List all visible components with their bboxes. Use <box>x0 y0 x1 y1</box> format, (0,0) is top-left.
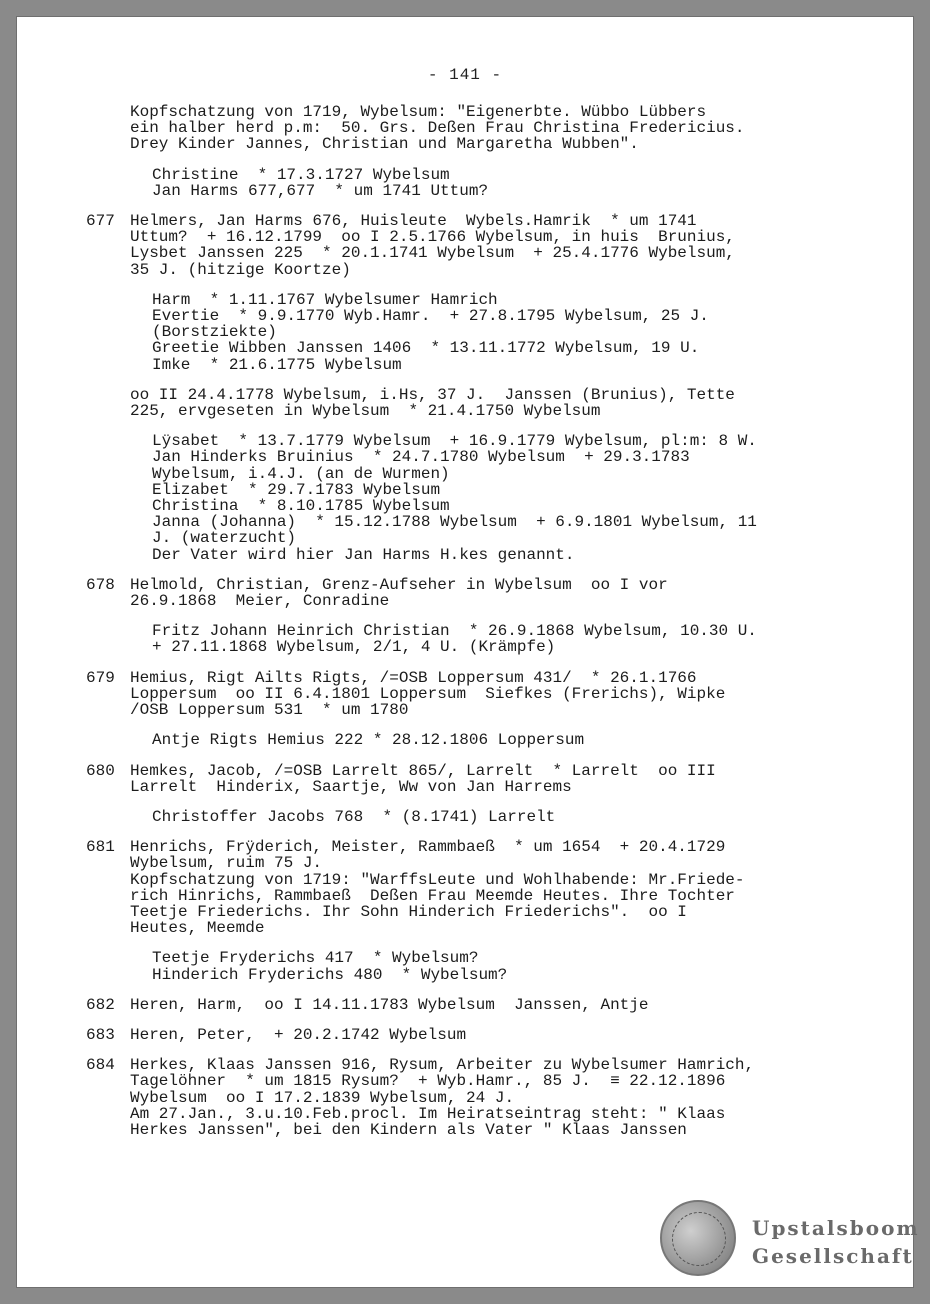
society-logo <box>752 1214 920 1270</box>
children-list <box>152 950 840 982</box>
entry-line: Heren, Harm, oo I 14.11.1783 Wybelsum Janssen, Antje <box>130 995 649 1014</box>
seal-ring <box>672 1212 726 1266</box>
entry-line: Lysbet Janssen 225 * 20.1.1741 Wybelsum + 25.4.1776 Wybelsum, <box>130 244 735 263</box>
child-line: Christine * 17.3.1727 Wybelsum <box>152 165 450 184</box>
entry-682 <box>86 995 840 1014</box>
child-line: Wybelsum, i.4.J. (an de Wurmen) <box>152 464 450 483</box>
entry-number: 682 <box>86 995 115 1014</box>
child-line: Teetje Fryderichs 417 * Wybelsum? <box>152 949 479 968</box>
entry-line: Teetje Friederichs. Ihr Sohn Hinderich Friederichs". oo I <box>130 902 687 921</box>
child-line: + 27.11.1868 Wybelsum, 2/1, 4 U. (Krämpfe) <box>152 638 556 657</box>
society-seal-icon <box>660 1200 736 1276</box>
entry-678 <box>86 575 840 657</box>
child-line: Jan Harms 677,677 * um 1741 Uttum? <box>152 181 489 200</box>
child-line: Jan Hinderks Bruinius * 24.7.1780 Wybelsum + 29.3.1783 <box>152 448 690 467</box>
entry-line: Wybelsum, ruim 75 J. <box>130 854 323 873</box>
entry-line: Wybelsum oo I 17.2.1839 Wybelsum, 24 J. <box>130 1088 515 1107</box>
entry-684 <box>86 1056 840 1139</box>
logo-line-2: Gesellschaft <box>752 1244 914 1268</box>
text-line: ein halber herd p.m: 50. Grs. Deßen Frau Christina Fredericius. <box>130 119 745 138</box>
text-line: Drey Kinder Jannes, Christian und Margaretha Wubben". <box>130 135 639 154</box>
child-line: Evertie * 9.9.1770 Wyb.Hamr. + 27.8.1795 Wybelsum, 25 J. <box>152 307 709 326</box>
children-list <box>152 167 840 199</box>
entry-680 <box>86 761 840 826</box>
entry-number: 677 <box>86 212 115 231</box>
children-list <box>152 809 840 825</box>
entry-679 <box>86 668 840 750</box>
entry-line: Tagelöhner * um 1815 Rysum? + Wyb.Hamr., 85 J. ≡ 22.12.1896 <box>130 1072 726 1091</box>
entry-number: 679 <box>86 668 115 687</box>
children-list <box>152 732 840 748</box>
entry-681 <box>86 838 840 984</box>
child-line: Lÿsabet * 13.7.1779 Wybelsum + 16.9.1779 Wybelsum, pl:m: 8 W. <box>152 432 757 451</box>
entry-number: 678 <box>86 575 115 594</box>
child-line: Elizabet * 29.7.1783 Wybelsum <box>152 480 441 499</box>
entry-line: Herkes Janssen", bei den Kindern als Vater " Klaas Janssen <box>130 1120 687 1139</box>
child-line: Christina * 8.10.1785 Wybelsum <box>152 497 450 516</box>
entry-number: 680 <box>86 761 115 780</box>
entry-line: /OSB Loppersum 531 * um 1780 <box>130 701 409 720</box>
entry-line: rich Hinrichs, Rammbaeß Deßen Frau Meemde Heutes. Ihre Tochter <box>130 886 735 905</box>
child-line: Greetie Wibben Janssen 1406 * 13.11.1772 Wybelsum, 19 U. <box>152 339 700 358</box>
entry-line: Helmers, Jan Harms 676, Huisleute Wybels.Hamrik * um 1741 <box>130 212 697 231</box>
entry-line: Am 27.Jan., 3.u.10.Feb.procl. Im Heiratseintrag steht: " Klaas <box>130 1104 726 1123</box>
entry-line: Uttum? + 16.12.1799 oo I 2.5.1766 Wybelsum, in huis Brunius, <box>130 228 735 247</box>
child-line: Christoffer Jacobs 768 * (8.1741) Larrelt <box>152 807 556 826</box>
second-marriage <box>130 387 840 419</box>
entry-line: Loppersum oo II 6.4.1801 Loppersum Siefkes (Frerichs), Wipke <box>130 684 726 703</box>
entry-number: 683 <box>86 1025 115 1044</box>
child-line: Harm * 1.11.1767 Wybelsumer Hamrich <box>152 290 498 309</box>
entry-line: Larrelt Hinderix, Saartje, Ww von Jan Harrems <box>130 777 572 796</box>
children-list <box>152 433 840 563</box>
entry-number: 684 <box>86 1056 115 1075</box>
child-line: Janna (Johanna) * 15.12.1788 Wybelsum + 6.9.1801 Wybelsum, 11 <box>152 513 757 532</box>
child-line: Antje Rigts Hemius 222 * 28.12.1806 Loppersum <box>152 731 585 750</box>
entry-line: Hemkes, Jacob, /=OSB Larrelt 865/, Larrelt * Larrelt oo III <box>130 761 716 780</box>
child-line: Der Vater wird hier Jan Harms H.kes genannt. <box>152 545 575 564</box>
entry-line: Herkes, Klaas Janssen 916, Rysum, Arbeiter zu Wybelsumer Hamrich, <box>130 1056 755 1075</box>
entry-677 <box>86 212 840 564</box>
page-number: - 141 - <box>427 66 503 84</box>
entry-683 <box>86 1025 840 1044</box>
entry-line: Kopfschatzung von 1719: "WarffsLeute und Wohlhabende: Mr.Friede- <box>130 870 745 889</box>
children-list <box>152 623 840 655</box>
entry-line: Heutes, Meemde <box>130 919 265 938</box>
child-line: J. (waterzucht) <box>152 529 297 548</box>
logo-line-1: Upstalsboom <box>752 1216 920 1240</box>
entry-line: Helmold, Christian, Grenz-Aufseher in Wybelsum oo I vor <box>130 575 668 594</box>
genealogy-content <box>0 104 930 1152</box>
text-line: Kopfschatzung von 1719, Wybelsum: "Eigenerbte. Wübbo Lübbers <box>130 103 707 121</box>
entry-line: Henrichs, Frÿderich, Meister, Rammbaeß * um 1654 + 20.4.1729 <box>130 838 726 857</box>
entry-line: 35 J. (hitzige Koortze) <box>130 260 351 279</box>
children-list <box>152 292 840 373</box>
entry-line: oo II 24.4.1778 Wybelsum, i.Hs, 37 J. Janssen (Brunius), Tette <box>130 385 735 404</box>
entry-line: Heren, Peter, + 20.2.1742 Wybelsum <box>130 1025 467 1044</box>
entry-line: 26.9.1868 Meier, Conradine <box>130 592 390 611</box>
child-line: Hinderich Fryderichs 480 * Wybelsum? <box>152 965 508 984</box>
entry-line: 225, ervgeseten in Wybelsum * 21.4.1750 Wybelsum <box>130 402 601 421</box>
child-line: Imke * 21.6.1775 Wybelsum <box>152 355 402 374</box>
intro-paragraph <box>130 104 840 199</box>
entry-line: Hemius, Rigt Ailts Rigts, /=OSB Loppersum 431/ * 26.1.1766 <box>130 668 697 687</box>
child-line: (Borstziekte) <box>152 323 277 342</box>
child-line: Fritz Johann Heinrich Christian * 26.9.1868 Wybelsum, 10.30 U. <box>152 622 757 641</box>
entry-number: 681 <box>86 838 115 857</box>
